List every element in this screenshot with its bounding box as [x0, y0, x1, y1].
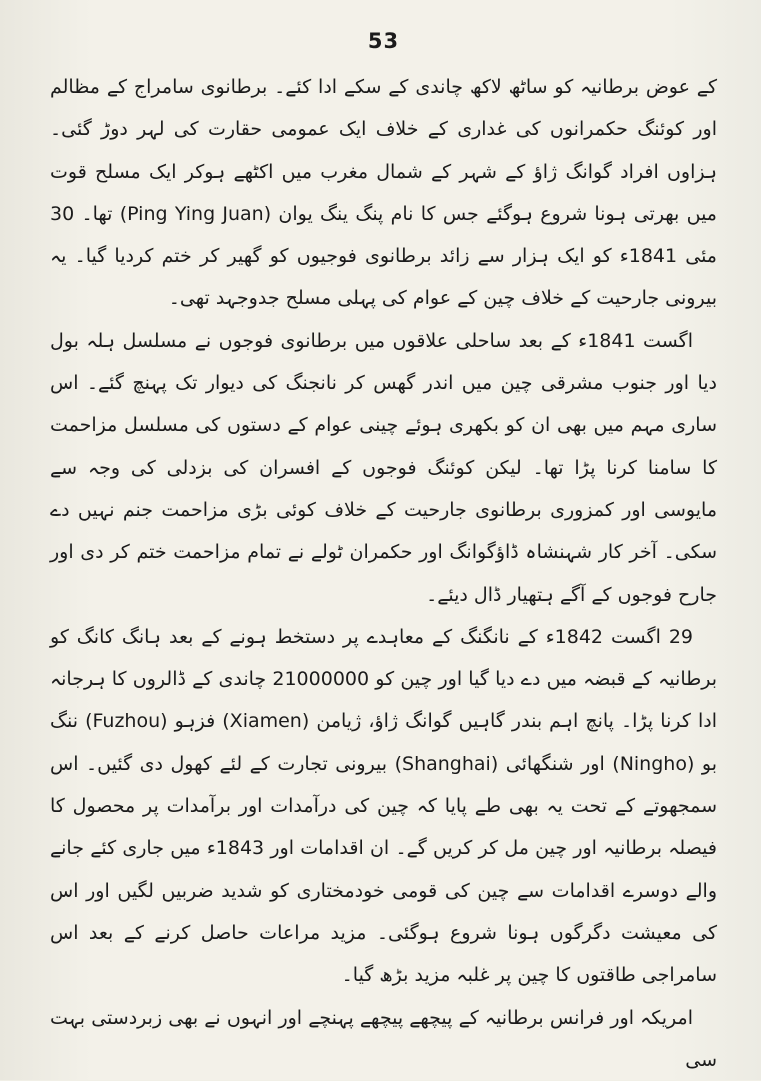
page-body	[50, 66, 717, 1081]
paragraph-2: اگست 1841ء کے بعد ساحلی علاقوں میں برطانوی فوجوں نے مسلسل ہلہ بول دیا اور جنوب مشرقی چین میں اندر گھس کر نانجنگ کی دیوار تک پہنچ گئے۔ اس ساری مہم میں بھی ان کو بکھری ہوئے چینی عوام کے دستوں کی مسلسل مزاحمت کا سامنا کرنا پڑا تھا۔ لیکن کوئنگ فوجوں کے افسران کی بزدلی کی وجہ سے مایوسی اور کمزوری برطانوی جارحیت کے خلاف کوئی بڑی مزاحمت جنم نہیں دے سکی۔ آخر کار شہنشاہ ڈاؤگوانگ اور حکمران ٹولے نے تمام مزاحمت ختم کر دی اور جارح فوجوں کے آگے ہتھیار ڈال دیئے۔	[50, 329, 717, 606]
paragraph-4: امریکہ اور فرانس برطانیہ کے پیچھے پیچھے پہنچے اور انہوں نے بھی زبردستی بہت سی	[50, 1006, 717, 1071]
paragraph-3: 29 اگست 1842ء کے نانگنگ کے معاہدے پر دستخط ہونے کے بعد ہانگ کانگ کو برطانیہ کے قبضہ میں دے دیا گیا اور چین کو 21000000 چاندی کے ڈالروں کا ہرجانہ ادا کرنا پڑا۔ پانچ اہم بندر گاہیں گوانگ ژاؤ، ژیامن (Xiamen) فزہو (Fuzhou) ننگ بو (Ningho) اور شنگھائی (Shanghai) بیرونی تجارت کے لئے کھول دی گئیں۔ اس سمجھوتے کے تحت یہ بھی طے پایا کہ چین کی درآمدات اور برآمدات پر محصول کا فیصلہ برطانیہ اور چین مل کر کریں گے۔ ان اقدامات اور 1843ء میں جاری کئے جانے والے دوسرے اقدامات سے چین کی قومی خودمختاری کو شدید ضربیں لگیں اور اس کی معیشت دگرگوں ہونا شروع ہوگئی۔ مزید مراعات حاصل کرنے کے بعد اس سامراجی طاقتوں کا چین پر غلبہ مزید بڑھ گیا۔	[50, 625, 718, 987]
page-number: 53	[367, 29, 400, 53]
paragraph-1: کے عوض برطانیہ کو ساٹھ لاکھ چاندی کے سکے ادا کئے۔ برطانوی سامراج کے مظالم اور کوئنگ حکمرانوں کی غداری کے خلاف ایک عمومی حقارت کی لہر دوڑ گئی۔ ہزاوں افراد گوانگ ژاؤ کے شہر کے شمال مغرب میں اکٹھے ہوکر ایک مسلح قوت میں بھرتی ہونا شروع ہوگئے جس کا نام پنگ ینگ یوان (Ping Ying Juan) تھا۔ 30 مئی 1841ء کو ایک ہزار سے زائد برطانوی فوجیوں کو گھیر کر ختم کردیا گیا۔ یہ بیرونی جارحیت کے خلاف چین کے عوام کی پہلی مسلح جدوجہد تھی۔	[50, 76, 717, 310]
